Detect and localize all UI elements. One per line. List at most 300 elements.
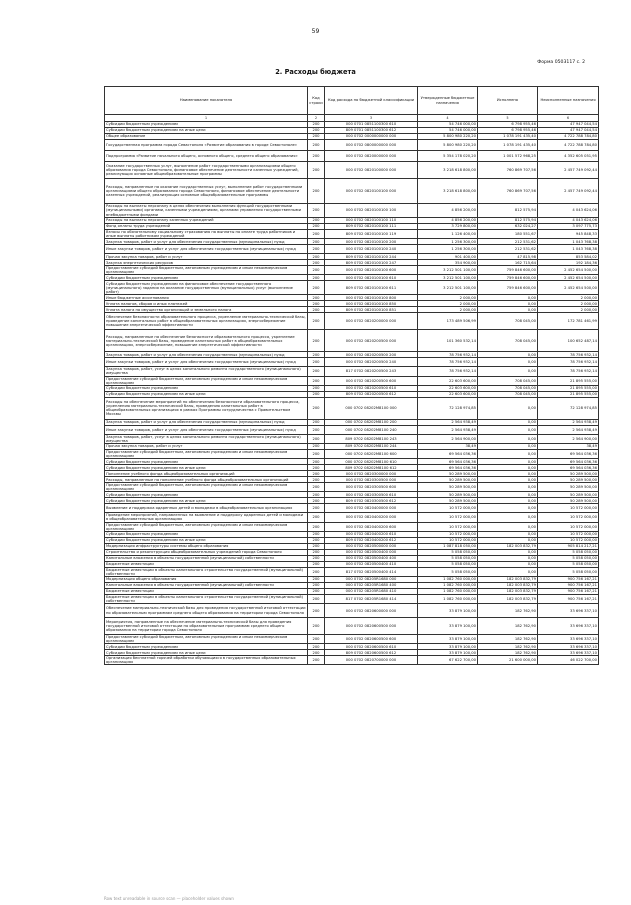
row-code-cell: 200 [308, 260, 325, 266]
row-code-cell: 200 [308, 588, 325, 594]
row-code-cell: 200 [308, 537, 325, 543]
column-header-code: Код строки [308, 87, 325, 115]
row-unexecuted-cell: 3 097 775,73 [538, 224, 599, 230]
row-bk-code-cell: 000 0702 0820300500 600 [325, 483, 418, 492]
table-row [105, 313, 599, 330]
column-header-unexecuted: Неисполненные назначения [538, 87, 599, 115]
row-bk-code-cell: 000 0702 0820100100 850 [325, 301, 418, 307]
row-approved-cell: 50 289 500,00 [418, 477, 478, 483]
row-unexecuted-cell: 900 756 167,21 [538, 576, 599, 582]
row-approved-cell: 69 564 036,36 [418, 449, 478, 458]
row-bk-code-cell: 000 0702 0820300000 000 [325, 471, 418, 477]
row-code-cell: 200 [308, 385, 325, 391]
expenditures-table [104, 86, 599, 665]
row-executed-cell: 0,00 [478, 477, 538, 483]
row-name-cell: Субсидии бюджетным учреждениям [105, 531, 308, 537]
row-bk-code-cell: 000 0702 0820000000 000 [325, 151, 418, 162]
row-executed-cell: 708 045,00 [478, 330, 538, 352]
row-unexecuted-cell: 2 564 900,00 [538, 434, 599, 443]
row-approved-cell: 54 746 000,00 [418, 128, 478, 134]
row-name-cell: Расходы, направленные на пополнение учебного фонда общеобразовательных организаций [105, 477, 308, 483]
row-unexecuted-cell: 900 756 167,21 [538, 582, 599, 588]
row-bk-code-cell: 809 0702 0820400200 612 [325, 537, 418, 543]
row-executed-cell: 759 846 600,00 [478, 275, 538, 281]
row-approved-cell: 10 572 000,00 [418, 537, 478, 543]
row-executed-cell: 1 001 572 968,25 [478, 151, 538, 162]
row-code-cell: 200 [308, 459, 325, 465]
row-executed-cell: 0,00 [478, 301, 538, 307]
row-unexecuted-cell: 853 584,02 [538, 254, 599, 260]
row-approved-cell: 2 000,00 [418, 295, 478, 301]
row-code-cell: 200 [308, 531, 325, 537]
row-bk-code-cell: 000 0702 0820400200 000 [325, 513, 418, 522]
row-bk-code-cell: 000 0702 0820600500 000 [325, 618, 418, 635]
column-number: 2 [308, 115, 325, 122]
row-executed-cell: 0,00 [478, 522, 538, 531]
row-executed-cell: 212 531,62 [478, 245, 538, 254]
row-bk-code-cell: 000 0702 0820600000 000 [325, 604, 418, 618]
row-bk-code-cell: 809 0702 0820100100 247 [325, 260, 418, 266]
row-approved-cell: 3 212 501 100,00 [418, 266, 478, 275]
row-name-cell: Субсидии бюджетным учреждениям на иные цели [105, 650, 308, 656]
row-name-cell: Субсидии бюджетным учреждениям [105, 459, 308, 465]
table-row [105, 522, 599, 531]
row-executed-cell: 0,00 [478, 295, 538, 301]
row-code-cell: 200 [308, 230, 325, 239]
row-approved-cell: 5 058 050,00 [418, 555, 478, 561]
table-row [105, 358, 599, 367]
row-executed-cell: 0,00 [478, 555, 538, 561]
row-bk-code-cell: 000 0702 0820100100 100 [325, 204, 418, 218]
row-name-cell: Субсидии бюджетным учреждениям на иные цели [105, 537, 308, 543]
row-approved-cell: 1 082 760 000,00 [418, 594, 478, 603]
row-unexecuted-cell: 33 696 337,10 [538, 604, 599, 618]
row-bk-code-cell: 809 0702 0820600500 612 [325, 650, 418, 656]
row-approved-cell: 54 746 000,00 [418, 122, 478, 128]
row-name-cell: Иные закупки товаров, работ и услуг для обеспечения государственных (муниципальных) нужд [105, 358, 308, 367]
row-name-cell: Закупка товаров, работ, услуг в целях капитального ремонта государственного (муниципального) имущества [105, 434, 308, 443]
row-unexecuted-cell: 4 043 624,06 [538, 204, 599, 218]
row-name-cell: Субсидии бюджетным учреждениям [105, 122, 308, 128]
row-unexecuted-cell: 900 756 167,21 [538, 594, 599, 603]
row-unexecuted-cell: 945 848,33 [538, 230, 599, 239]
row-name-cell: Субсидии бюджетным учреждениям [105, 385, 308, 391]
row-code-cell: 200 [308, 498, 325, 504]
column-number: 3 [325, 115, 418, 122]
row-name-cell: Субсидии бюджетным учреждениям на иные цели [105, 465, 308, 471]
row-unexecuted-cell: 78 756 932,14 [538, 358, 599, 367]
row-unexecuted-cell: 78 756 932,14 [538, 352, 599, 358]
row-name-cell: Субсидии бюджетным учреждениям на иные цели [105, 391, 308, 397]
row-code-cell: 200 [308, 295, 325, 301]
row-code-cell: 200 [308, 179, 325, 204]
row-executed-cell: 182 762,90 [478, 635, 538, 644]
row-bk-code-cell: 000 0702 0820200500 000 [325, 330, 418, 352]
row-executed-cell: 0,00 [478, 531, 538, 537]
row-unexecuted-cell: 10 572 000,00 [538, 537, 599, 543]
row-name-cell: Закупка товаров, работ, услуг в целях капитального ремонта государственного (муниципального) имущества [105, 367, 308, 376]
row-approved-cell: 3 729 800,00 [418, 224, 478, 230]
row-bk-code-cell: 000 0702 0820700000 000 [325, 656, 418, 665]
row-approved-cell: 10 572 000,00 [418, 513, 478, 522]
row-unexecuted-cell: 1 043 768,38 [538, 245, 599, 254]
row-executed-cell: 0,00 [478, 443, 538, 449]
row-name-cell: Субсидии бюджетным учреждениям на иные цели [105, 498, 308, 504]
row-executed-cell: 760 869 707,56 [478, 162, 538, 179]
row-executed-cell: 0,00 [478, 367, 538, 376]
row-executed-cell: 0,00 [478, 504, 538, 513]
row-approved-cell: 5 058 050,00 [418, 549, 478, 555]
row-bk-code-cell: 809 0702 08202М8100 243 [325, 434, 418, 443]
row-code-cell: 200 [308, 301, 325, 307]
row-code-cell: 200 [308, 522, 325, 531]
row-bk-code-cell: 809 0702 0820300500 612 [325, 498, 418, 504]
row-bk-code-cell: 000 0702 08202М8100 610 [325, 459, 418, 465]
row-bk-code-cell: 809 0702 0820100100 119 [325, 230, 418, 239]
row-executed-cell: 812 575,94 [478, 204, 538, 218]
row-approved-cell: 33 879 100,00 [418, 644, 478, 650]
row-approved-cell: 2 000,00 [418, 307, 478, 313]
row-bk-code-cell: 000 0702 0820400200 610 [325, 531, 418, 537]
row-code-cell: 200 [308, 419, 325, 425]
row-unexecuted-cell: 4 043 624,06 [538, 218, 599, 224]
row-bk-code-cell: 809 0702 0820100100 244 [325, 254, 418, 260]
row-unexecuted-cell: 2 564 938,49 [538, 419, 599, 425]
row-bk-code-cell: 809 0702 08202М8100 244 [325, 443, 418, 449]
row-unexecuted-cell: 2 457 749 092,44 [538, 162, 599, 179]
row-approved-cell: 78 756 932,14 [418, 358, 478, 367]
row-bk-code-cell: 000 0702 0000000000 000 [325, 134, 418, 140]
row-name-cell: Предоставление субсидий бюджетным, автономным учреждениям и иным некоммерческим организациям [105, 266, 308, 275]
row-name-cell: Предоставление субсидий бюджетным, автономным учреждениям и иным некоммерческим организациям [105, 449, 308, 458]
row-executed-cell: 0,00 [478, 434, 538, 443]
placeholder-note: Row text unreadable in source scan — placeholder values shown [104, 896, 234, 901]
row-executed-cell: 0,00 [478, 307, 538, 313]
row-executed-cell: 0,00 [478, 492, 538, 498]
row-code-cell: 200 [308, 513, 325, 522]
table-row [105, 449, 599, 458]
row-unexecuted-cell: 69 564 036,36 [538, 459, 599, 465]
row-executed-cell: 21 600 000,00 [478, 656, 538, 665]
row-code-cell: 200 [308, 376, 325, 385]
row-executed-cell: 6 798 955,46 [478, 122, 538, 128]
row-unexecuted-cell: 33 696 337,10 [538, 618, 599, 635]
row-unexecuted-cell: 10 572 000,00 [538, 531, 599, 537]
row-name-cell: Субсидии бюджетным учреждениям на финансовое обеспечение государственного (муниципального) задания на оказание государственных (муниципальных) услуг (выполнение работ) [105, 281, 308, 295]
row-executed-cell: 182 762,90 [478, 618, 538, 635]
column-header-executed: Исполнено [478, 87, 538, 115]
row-unexecuted-cell: 33 696 337,10 [538, 650, 599, 656]
row-executed-cell: 182 003 832,79 [478, 582, 538, 588]
row-executed-cell: 1 078 191 435,40 [478, 134, 538, 140]
row-executed-cell: 182 762,90 [478, 650, 538, 656]
row-name-cell: Организация бесплатной горячей обработки обучающихся в государственных образовательных организациях [105, 656, 308, 665]
row-code-cell: 200 [308, 425, 325, 434]
row-name-cell: Выявление и поддержка одаренных детей и молодежи в общеобразовательных организациях [105, 504, 308, 513]
row-approved-cell: 5 058 050,00 [418, 567, 478, 576]
row-bk-code-cell: 000 0702 08202М8100 240 [325, 425, 418, 434]
row-code-cell: 200 [308, 307, 325, 313]
row-name-cell: Субсидии бюджетным учреждениям [105, 644, 308, 650]
row-approved-cell: 50 289 500,00 [418, 483, 478, 492]
row-unexecuted-cell: 47 947 044,54 [538, 122, 599, 128]
row-executed-cell: 0,00 [478, 352, 538, 358]
row-code-cell: 200 [308, 224, 325, 230]
row-name-cell: Общее образование [105, 134, 308, 140]
row-bk-code-cell: 000 0702 08205R1680 400 [325, 582, 418, 588]
row-name-cell: Иные закупки товаров, работ и услуг для обеспечения государственных (муниципальных) нужд [105, 245, 308, 254]
row-approved-cell: 50 289 500,00 [418, 492, 478, 498]
row-name-cell: Государственная программа города Севастополя «Развитие образования в городе Севастополе» [105, 140, 308, 151]
row-code-cell: 200 [308, 582, 325, 588]
row-executed-cell: 0,00 [478, 419, 538, 425]
row-code-cell: 200 [308, 477, 325, 483]
row-bk-code-cell: 000 0702 0820100100 200 [325, 239, 418, 245]
row-approved-cell: 33 879 100,00 [418, 650, 478, 656]
row-name-cell: Расходы на выплаты персоналу казенных учреждений [105, 218, 308, 224]
row-approved-cell: 5 800 980 220,20 [418, 140, 478, 151]
row-code-cell: 200 [308, 352, 325, 358]
table-row [105, 140, 599, 151]
row-approved-cell: 1 256 300,00 [418, 239, 478, 245]
row-approved-cell: 1 082 760 000,00 [418, 576, 478, 582]
row-name-cell: Субсидии бюджетным учреждениям [105, 275, 308, 281]
row-approved-cell: 4 856 200,00 [418, 204, 478, 218]
row-unexecuted-cell: 1 043 768,38 [538, 239, 599, 245]
row-unexecuted-cell: 21 895 555,00 [538, 376, 599, 385]
row-code-cell: 200 [308, 443, 325, 449]
row-bk-code-cell: 000 0702 0820500400 410 [325, 561, 418, 567]
row-executed-cell: 0,00 [478, 425, 538, 434]
row-code-cell: 200 [308, 128, 325, 134]
row-unexecuted-cell: 78 756 932,14 [538, 367, 599, 376]
row-name-cell: Предоставление субсидий бюджетным, автономным учреждениям и иным некоммерческим организациям [105, 483, 308, 492]
row-code-cell: 200 [308, 471, 325, 477]
row-bk-code-cell: 000 0702 0820100100 800 [325, 295, 418, 301]
row-approved-cell: 33 879 100,00 [418, 635, 478, 644]
row-approved-cell: 69 564 036,36 [418, 465, 478, 471]
row-name-cell: Закупка товаров, работ и услуг для обеспечения государственных (муниципальных) нужд [105, 419, 308, 425]
table-body [105, 122, 599, 665]
row-unexecuted-cell: 2 452 654 500,00 [538, 281, 599, 295]
row-unexecuted-cell: 69 564 036,36 [538, 465, 599, 471]
row-executed-cell: 632 024,27 [478, 224, 538, 230]
row-code-cell: 200 [308, 492, 325, 498]
row-code-cell: 200 [308, 594, 325, 603]
table-row [105, 594, 599, 603]
row-name-cell: Расходы на выплаты персоналу в целях обеспечения выполнения функций государственными (муниципальными) органами, казенными учреждениями, органами управления государственными внебюджетными фондами [105, 204, 308, 218]
row-code-cell: 200 [308, 434, 325, 443]
table-row [105, 245, 599, 254]
table-row [105, 618, 599, 635]
row-code-cell: 200 [308, 449, 325, 458]
section-title: 2. Расходы бюджета [275, 68, 356, 76]
row-bk-code-cell: 000 0702 0820200500 200 [325, 352, 418, 358]
row-bk-code-cell: 817 0702 0820200500 243 [325, 367, 418, 376]
row-name-cell: Подпрограмма «Развитие начального общего, основного общего, среднего общего образования» [105, 151, 308, 162]
table-row [105, 266, 599, 275]
row-name-cell: Строительство и реконструкция общеобразовательных учреждений города Севастополя [105, 549, 308, 555]
row-name-cell: Субсидии бюджетным учреждениям на иные цели [105, 128, 308, 134]
table-header-row [105, 87, 599, 115]
row-bk-code-cell: 809 0702 0820200500 612 [325, 391, 418, 397]
table-row [105, 376, 599, 385]
row-executed-cell: 708 045,00 [478, 313, 538, 330]
row-bk-code-cell: 000 0702 0820100100 240 [325, 245, 418, 254]
row-executed-cell: 0,00 [478, 459, 538, 465]
row-unexecuted-cell: 33 696 337,10 [538, 635, 599, 644]
row-unexecuted-cell: 10 572 000,00 [538, 504, 599, 513]
row-unexecuted-cell: 21 895 555,00 [538, 385, 599, 391]
row-executed-cell: 162 715,64 [478, 260, 538, 266]
table-row [105, 604, 599, 618]
column-header-name: Наименование показателя [105, 87, 308, 115]
row-approved-cell: 67 622 700,00 [418, 656, 478, 665]
row-approved-cell: 10 572 000,00 [418, 504, 478, 513]
row-code-cell: 200 [308, 330, 325, 352]
row-code-cell: 200 [308, 604, 325, 618]
row-bk-code-cell: 000 0702 0820500400 000 [325, 549, 418, 555]
row-code-cell: 200 [308, 254, 325, 260]
row-executed-cell: 759 846 600,00 [478, 281, 538, 295]
row-name-cell: Предоставление субсидий бюджетным, автономным учреждениям и иным некоммерческим организациям [105, 376, 308, 385]
row-bk-code-cell: 000 0702 0820400200 600 [325, 522, 418, 531]
row-name-cell: Бюджетные инвестиции [105, 561, 308, 567]
table-row [105, 434, 599, 443]
table-row [105, 367, 599, 376]
row-code-cell: 200 [308, 358, 325, 367]
table-row [105, 330, 599, 352]
row-approved-cell: 38,49 [418, 443, 478, 449]
row-bk-code-cell: 000 0702 0820300500 610 [325, 492, 418, 498]
row-bk-code-cell: 000 0702 0820100100 610 [325, 275, 418, 281]
row-approved-cell: 50 289 500,00 [418, 498, 478, 504]
table-row [105, 162, 599, 179]
row-bk-code-cell: 000 0702 0820500400 400 [325, 555, 418, 561]
row-bk-code-cell: 000 0702 08205R1680 410 [325, 588, 418, 594]
row-unexecuted-cell: 172 781 461,99 [538, 313, 599, 330]
table-row [105, 567, 599, 576]
row-executed-cell: 0,00 [478, 397, 538, 419]
row-bk-code-cell: 000 0702 0820600500 600 [325, 635, 418, 644]
row-approved-cell: 78 756 932,14 [418, 367, 478, 376]
table-row [105, 204, 599, 218]
row-unexecuted-cell: 192 184,36 [538, 260, 599, 266]
row-bk-code-cell: 000 0702 0820200500 610 [325, 385, 418, 391]
row-approved-cell: 5 800 980 220,20 [418, 134, 478, 140]
row-unexecuted-cell: 50 289 500,00 [538, 492, 599, 498]
column-header-approved: Утвержденные бюджетные назначения [418, 87, 478, 115]
row-bk-code-cell: 817 0702 08205R1680 414 [325, 594, 418, 603]
row-approved-cell: 901 400,00 [418, 254, 478, 260]
row-approved-cell: 22 603 600,00 [418, 391, 478, 397]
row-unexecuted-cell: 900 756 167,21 [538, 588, 599, 594]
row-code-cell: 200 [308, 650, 325, 656]
row-bk-code-cell: 000 0702 0820500000 000 [325, 543, 418, 549]
row-code-cell: 200 [308, 218, 325, 224]
row-unexecuted-cell: 2 457 749 092,44 [538, 179, 599, 204]
row-name-cell: Иные бюджетные ассигнования [105, 295, 308, 301]
row-name-cell: Бюджетные инвестиции в объекты капитального строительства государственной (муниципальной) собственности [105, 594, 308, 603]
table-row [105, 483, 599, 492]
row-executed-cell: 708 045,00 [478, 376, 538, 385]
row-approved-cell: 1 082 760 000,00 [418, 588, 478, 594]
row-code-cell: 200 [308, 656, 325, 665]
row-unexecuted-cell: 69 564 036,36 [538, 449, 599, 458]
row-code-cell: 200 [308, 275, 325, 281]
row-name-cell: Бюджетные инвестиции в объекты капитального строительства государственной (муниципальной) собственности [105, 567, 308, 576]
row-approved-cell: 3 218 618 800,00 [418, 179, 478, 204]
row-executed-cell: 760 869 707,56 [478, 179, 538, 204]
row-approved-cell: 3 212 501 100,00 [418, 275, 478, 281]
row-unexecuted-cell: 47 947 044,54 [538, 128, 599, 134]
row-approved-cell: 22 603 600,00 [418, 385, 478, 391]
row-executed-cell: 0,00 [478, 549, 538, 555]
row-unexecuted-cell: 5 058 050,00 [538, 555, 599, 561]
column-number: 1 [105, 115, 308, 122]
row-code-cell: 200 [308, 644, 325, 650]
row-approved-cell: 2 000,00 [418, 301, 478, 307]
row-code-cell: 200 [308, 618, 325, 635]
row-name-cell: Прочая закупка товаров, работ и услуг [105, 254, 308, 260]
row-unexecuted-cell: 4 722 788 784,80 [538, 140, 599, 151]
row-name-cell: Оказание государственных услуг, выполнение работ государственными организациями общего образования города Севастополя, финансовое обеспечение деятельности казенных учреждений, реализующих основные общеобразовательные программы [105, 162, 308, 179]
row-executed-cell: 0,00 [478, 483, 538, 492]
row-code-cell: 200 [308, 134, 325, 140]
row-unexecuted-cell: 33 696 337,10 [538, 644, 599, 650]
row-bk-code-cell: 000 0702 0800000000 000 [325, 140, 418, 151]
row-name-cell: Закупка товаров, работ и услуг для обеспечения государственных (муниципальных) нужд [105, 352, 308, 358]
row-name-cell: Пополнение учебного фонда общеобразовательных организаций [105, 471, 308, 477]
row-unexecuted-cell: 5 058 050,00 [538, 549, 599, 555]
row-name-cell: Прочая закупка товаров, работ и услуг [105, 443, 308, 449]
row-name-cell: Уплата налога на имущество организаций и земельного налога [105, 307, 308, 313]
row-name-cell: Субсидии бюджетным учреждениям [105, 492, 308, 498]
row-approved-cell: 69 564 036,36 [418, 459, 478, 465]
row-executed-cell: 182 003 832,79 [478, 588, 538, 594]
row-code-cell: 200 [308, 281, 325, 295]
row-unexecuted-cell: 50 289 500,00 [538, 498, 599, 504]
row-bk-code-cell: 000 0702 08202М8100 600 [325, 449, 418, 458]
page-number: 59 [311, 28, 320, 35]
row-name-cell: Расходы, направленные на оказание государственных услуг, выполнение работ государственными организациями общего образования города Севастополя, финансовое обеспечение деятельности казенных учреждений, реализующих основные общеобразовательные программы [105, 179, 308, 204]
row-unexecuted-cell: 905 814 217,21 [538, 543, 599, 549]
row-bk-code-cell: 000 0702 0820100100 600 [325, 266, 418, 275]
row-unexecuted-cell: 2 564 938,49 [538, 425, 599, 434]
row-code-cell: 200 [308, 635, 325, 644]
row-code-cell: 200 [308, 561, 325, 567]
row-approved-cell: 50 289 500,00 [418, 471, 478, 477]
row-bk-code-cell: 000 0702 0820400000 000 [325, 504, 418, 513]
row-approved-cell: 22 603 600,00 [418, 376, 478, 385]
row-bk-code-cell: 000 0702 0820100000 000 [325, 162, 418, 179]
row-approved-cell: 1 126 400,00 [418, 230, 478, 239]
row-code-cell: 200 [308, 391, 325, 397]
row-code-cell: 200 [308, 555, 325, 561]
row-unexecuted-cell: 2 000,00 [538, 295, 599, 301]
column-numbers-row [105, 115, 599, 122]
row-bk-code-cell: 000 0702 08205R1680 000 [325, 576, 418, 582]
row-approved-cell: 3 212 501 100,00 [418, 281, 478, 295]
row-executed-cell: 0,00 [478, 465, 538, 471]
row-approved-cell: 2 564 900,00 [418, 434, 478, 443]
row-executed-cell: 212 531,62 [478, 239, 538, 245]
column-header-bk: Код расхода по бюджетной классификации [325, 87, 418, 115]
row-code-cell: 200 [308, 313, 325, 330]
row-unexecuted-cell: 50 289 500,00 [538, 477, 599, 483]
row-approved-cell: 173 489 506,99 [418, 313, 478, 330]
row-approved-cell: 1 256 300,00 [418, 245, 478, 254]
